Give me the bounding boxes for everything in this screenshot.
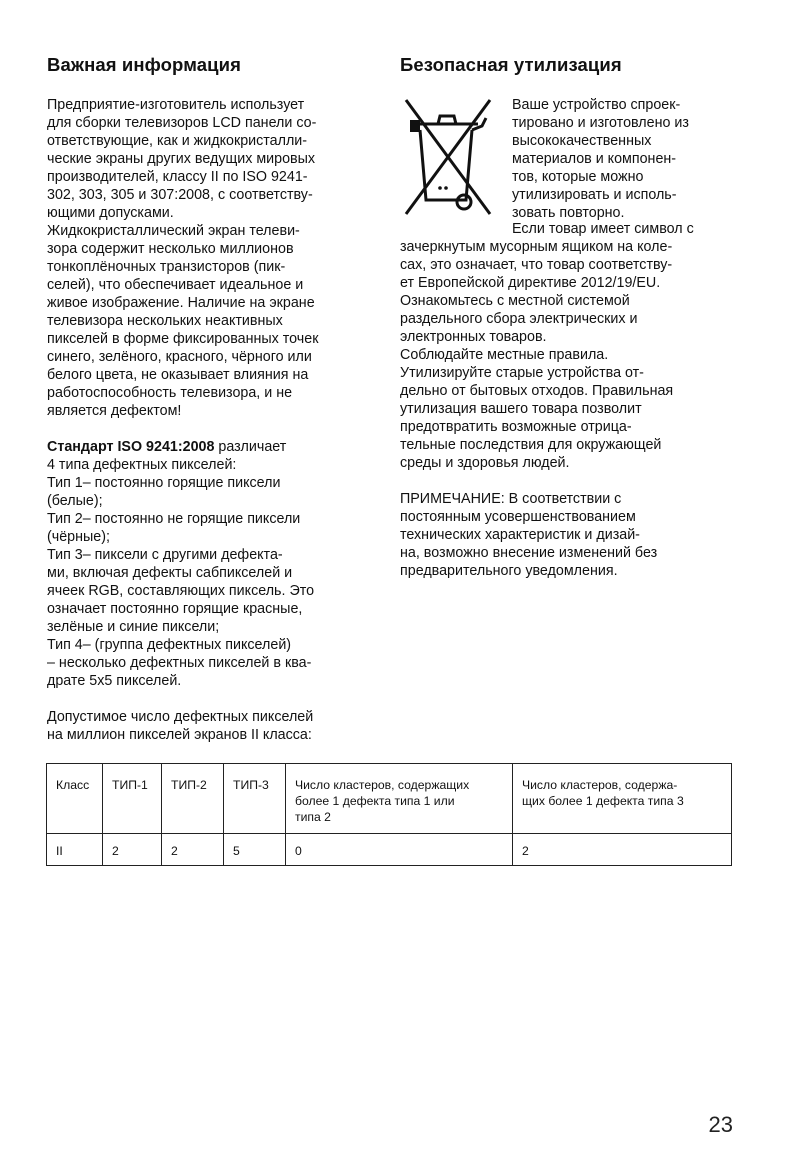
- important-info-heading: Важная информация: [47, 54, 241, 75]
- standard-bold: Стандарт ISO 9241:2008: [47, 439, 215, 455]
- note-paragraph: ПРИМЕЧАНИЕ: В соответствии с постоянным усовершенствованием технических характеристик и дизай- на, возможно внесение изменений без предварительного уведомления.: [400, 491, 658, 579]
- defect-pixels-table: [46, 763, 732, 866]
- header-type2: ТИП-2: [162, 764, 224, 834]
- left-column: [47, 54, 377, 744]
- disposal-paragraph: зачеркнутым мусорным ящиком на коле- сах, это означает, что товар соответству- ет Европейской директиве 2012/19/EU. Ознакомьтесь с местной системой раздельного сбора электрических и электронных товаров. Соблюдайте местные правила. Утилизируйте старые устройства от- дельно от бытовых отходов. Правильная утилизация вашего товара позволит предотвратить возможные отрица- тельные последствия для окружающей среды и здоровья людей.: [400, 239, 674, 471]
- header-clusters-type12: Число кластеров, содержащих более 1 дефекта типа 1 или типа 2: [286, 764, 513, 834]
- page-number: 23: [708, 1112, 733, 1137]
- header-class: Класс: [47, 764, 103, 834]
- safe-disposal-heading: Безопасная утилизация: [400, 54, 622, 75]
- header-type1: ТИП-1: [103, 764, 162, 834]
- cell-class: II: [47, 834, 103, 866]
- lcd-panel-paragraph: Предприятие-изготовитель использует для сборки телевизоров LCD панели со- ответствующие, как и жидкокристалли- ческие экраны других ведущих мировых производителей, классу II по ISO 9241- 302, 303, 305 и 307:2008, с соответству- ющими допусками. Жидкокристаллический экран телеви- зора содержит несколько миллионов тонкоплёночных транзисторов (пик- селей), что обеспечивает идеальное и живое изображение. Наличие на экране телевизора нескольких неактивных пикселей в форме фиксированных точек синего, зелёного, красного, чёрного или белого цвета, не оказывает влияния на работоспособность телевизора, и не является дефектом!: [47, 97, 319, 419]
- cell-type2: 2: [162, 834, 224, 866]
- recycle-text: Ваше устройство спроек- тировано и изготовлено из высококачественных материалов и компонен- тов, которые можно утилизировать и исполь- зовать повторно.: [512, 97, 689, 221]
- standard-line: [47, 438, 377, 456]
- standard-rest: различает: [214, 439, 287, 455]
- allowed-pixels-paragraph: Допустимое число дефектных пикселей на миллион пикселей экранов II класса:: [47, 709, 314, 743]
- cell-clusters-type3: 2: [513, 834, 732, 866]
- header-type3: ТИП-3: [224, 764, 286, 834]
- header-clusters-type3: Число кластеров, содержа- щих более 1 дефекта типа 3: [513, 764, 732, 834]
- pixel-types-paragraph: 4 типа дефектных пикселей: Тип 1– постоянно горящие пиксели (белые); Тип 2– постоянно не горящие пиксели (чёрные); Тип 3– пиксели с другими дефекта- ми, включая дефекты сабпикселей и ячеек RGB, составляющих пиксель. Это означает постоянно горящие красные, зелёные и синие пиксели; Тип 4– (группа дефектных пикселей) – несколько дефектных пикселей в ква- драте 5x5 пикселей.: [47, 457, 315, 689]
- cell-type1: 2: [103, 834, 162, 866]
- cell-type3: 5: [224, 834, 286, 866]
- table-header-row: [47, 764, 732, 834]
- crossed-out-bin-icon: [400, 96, 496, 220]
- symbol-line: Если товар имеет символ с: [512, 221, 694, 237]
- cell-clusters-type12: 0: [286, 834, 513, 866]
- right-column: [400, 54, 735, 580]
- table-row: [47, 834, 732, 866]
